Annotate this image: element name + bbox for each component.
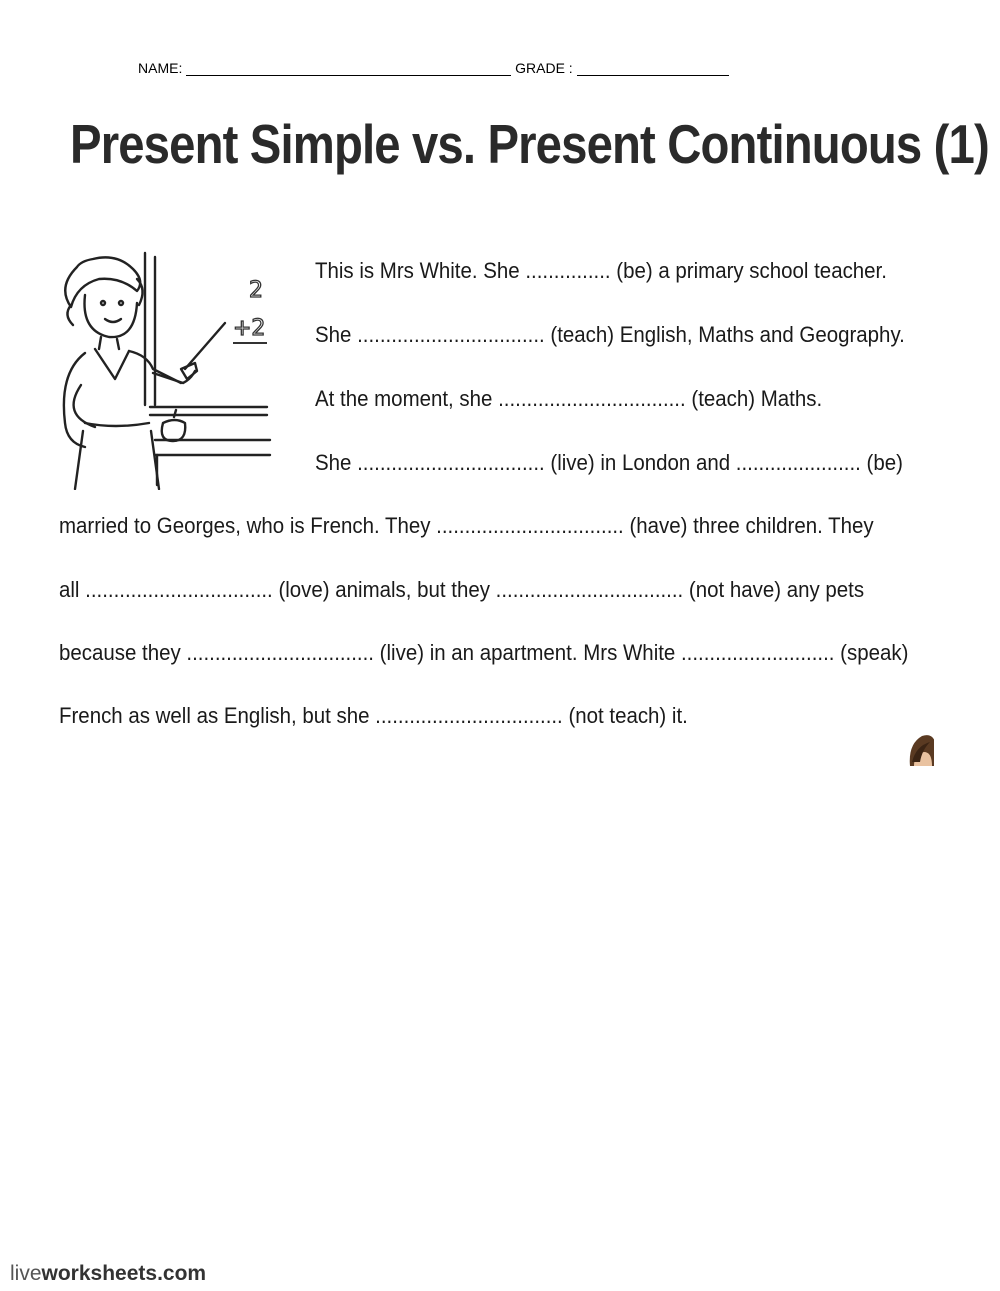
exercise-line-7 bbox=[59, 640, 908, 666]
grade-label: GRADE : bbox=[515, 60, 573, 76]
text-segment: (love) animals, but they bbox=[272, 577, 496, 602]
text-segment: (not have) any pets bbox=[683, 577, 865, 602]
answer-blank-3[interactable]: ................................. bbox=[498, 386, 686, 411]
answer-blank-5[interactable]: ...................... bbox=[735, 450, 861, 475]
text-segment: (be) bbox=[860, 450, 903, 475]
brand-bold: worksheets.com bbox=[41, 1262, 207, 1285]
text-segment: (have) three children. They bbox=[623, 513, 874, 538]
text-segment: (speak) bbox=[834, 640, 909, 665]
exercise-line-3 bbox=[315, 386, 822, 412]
answer-blank-11[interactable]: ................................. bbox=[375, 703, 563, 728]
answer-blank-4[interactable]: ................................. bbox=[357, 450, 545, 475]
text-segment: She bbox=[315, 450, 358, 475]
text-segment: At the moment, she bbox=[315, 386, 499, 411]
text-segment: French as well as English, but she bbox=[59, 703, 376, 728]
grade-field[interactable] bbox=[577, 61, 729, 76]
exercise-line-5 bbox=[59, 513, 874, 539]
teacher-illustration bbox=[55, 245, 280, 490]
answer-blank-10[interactable]: ........................... bbox=[680, 640, 835, 665]
text-segment: (teach) Maths. bbox=[685, 386, 823, 411]
cartoon-head-icon bbox=[908, 732, 934, 766]
board-number-bottom: +2 bbox=[233, 316, 266, 341]
answer-blank-9[interactable]: ................................. bbox=[186, 640, 374, 665]
answer-blank-2[interactable]: ................................. bbox=[357, 322, 545, 347]
worksheet-title: Present Simple vs. Present Continuous (1) bbox=[70, 113, 989, 175]
text-segment: (teach) English, Maths and Geography. bbox=[544, 322, 905, 347]
answer-blank-7[interactable]: ................................. bbox=[85, 577, 273, 602]
text-segment: (be) a primary school teacher. bbox=[610, 258, 887, 283]
name-grade-header bbox=[138, 60, 729, 76]
exercise-line-8 bbox=[59, 703, 688, 729]
exercise-line-6 bbox=[59, 577, 864, 603]
name-label: NAME: bbox=[138, 60, 183, 76]
answer-blank-8[interactable]: ................................. bbox=[495, 577, 684, 602]
exercise-line-1 bbox=[315, 258, 887, 284]
name-field[interactable] bbox=[186, 61, 511, 76]
text-segment: (not teach) it. bbox=[562, 703, 688, 728]
text-segment: because they bbox=[59, 640, 187, 665]
exercise-line-4 bbox=[315, 450, 903, 476]
avatar bbox=[908, 732, 934, 766]
liveworksheets-logo bbox=[10, 1262, 206, 1286]
board-number-top: 2 bbox=[249, 278, 263, 303]
text-segment: married to Georges, who is French. They bbox=[59, 513, 437, 538]
text-segment: She bbox=[315, 322, 358, 347]
text-segment: all bbox=[59, 577, 86, 602]
answer-blank-6[interactable]: ................................. bbox=[436, 513, 624, 538]
text-segment: (live) in London and bbox=[544, 450, 736, 475]
exercise-line-2 bbox=[315, 322, 905, 348]
answer-blank-1[interactable]: ............... bbox=[525, 258, 611, 283]
text-segment: This is Mrs White. She bbox=[315, 258, 526, 283]
teacher-at-blackboard-icon bbox=[55, 245, 280, 490]
text-segment: (live) in an apartment. Mrs White bbox=[373, 640, 681, 665]
brand-light: live bbox=[10, 1262, 42, 1285]
